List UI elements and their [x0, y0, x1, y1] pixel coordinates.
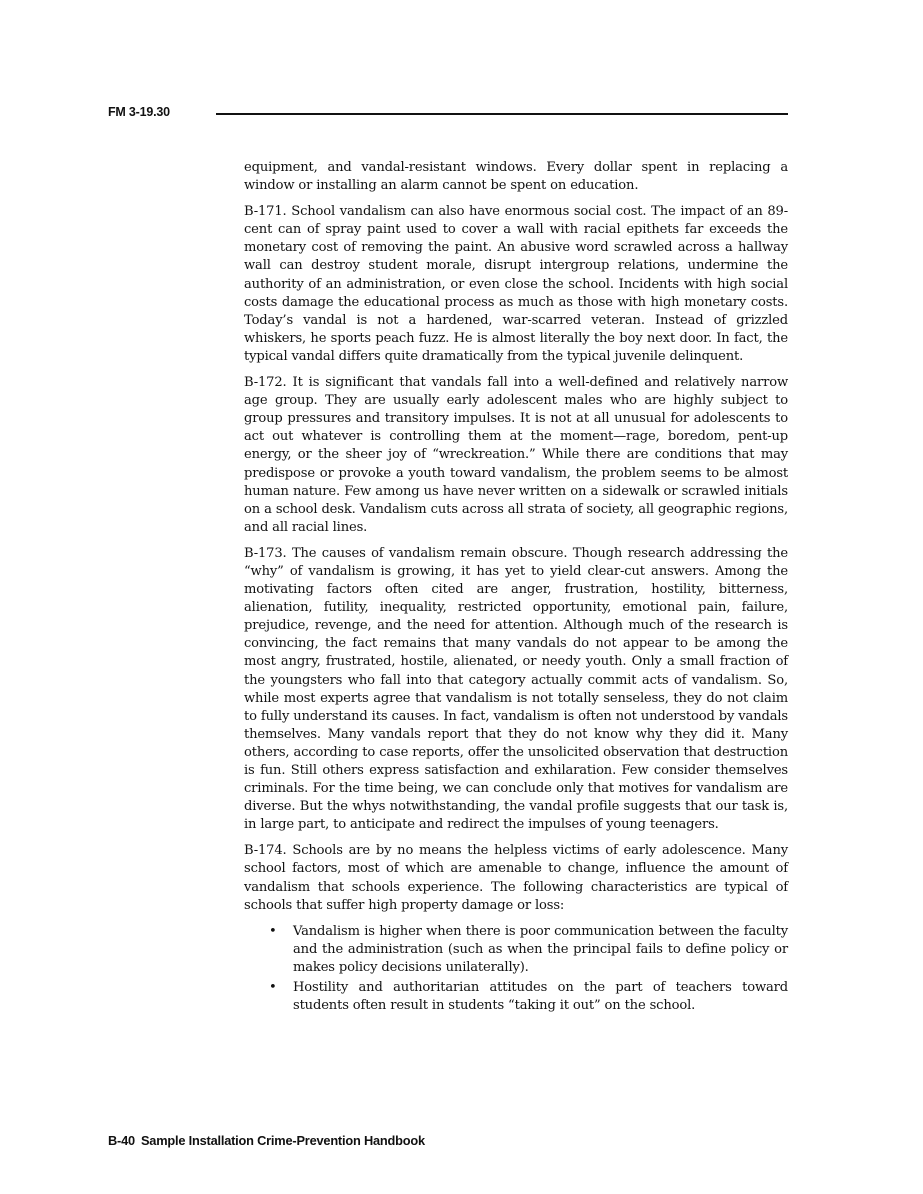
header-rule: [216, 113, 788, 115]
list-item: [269, 979, 788, 1015]
paragraph-b-173: B-173. The causes of vandalism remain obscure. Though research addressing the “why” of vandalism is growing, it has yet to yield clear-cut answers. Among the motivating factors often cited are anger, frustration, hostility, bitterness, alienation, futility, inequality, restricted opportunity, emotional pain, failure, prejudice, revenge, and the need for attention. Although much of the research is convincing, the fact remains that many vandals do not appear to be among the most angry, frustrated, hostile, alienated, or needy youth. Only a small fraction of the youngsters who fall into that category actually commit acts of vandalism. So, while most experts agree that vandalism is not totally senseless, they do not claim to fully understand its causes. In fact, vandalism is often not understood by vandals themselves. Many vandals report that they do not know why they did it. Many others, according to case reports, offer the unsolicited observation that destruction is fun. Still others express satisfaction and exhilaration. Few consider themselves criminals. For the time being, we can conclude only that motives for vandalism are diverse. But the whys notwithstanding, the vandal profile suggests that our task is, in large part, to anticipate and redirect the impulses of young teenagers.: [244, 545, 788, 833]
paragraph-continuation: equipment, and vandal-resistant windows. Every dollar spent in replacing a window or installing an alarm cannot be spent on education.: [244, 160, 788, 194]
list-item: [269, 923, 788, 977]
paragraph-b-172: B-172. It is significant that vandals fall into a well-defined and relatively narrow age group. They are usually early adolescent males who are highly subject to group pressures and transitory impulses. It is not at all unusual for adolescents to act out whatever is controlling them at the moment—rage, boredom, pent-up energy, or the sheer joy of “wreckreation.” While there are conditions that may predispose or provoke a youth toward vandalism, the problem seems to be almost human nature. Few among us have never written on a sidewalk or scrawled initials on a school desk. Vandalism cuts across all strata of society, all geographic regions, and all racial lines.: [244, 375, 788, 535]
list-item-text: Vandalism is higher when there is poor communication between the faculty and the administration (such as when the principal fails to define policy or makes policy decisions unilaterally).: [293, 923, 788, 975]
bullet-icon: •: [269, 923, 277, 939]
characteristics-list: [244, 923, 788, 1015]
paragraph-b-174: B-174. Schools are by no means the helpless victims of early adolescence. Many school factors, most of which are amenable to change, influence the amount of vandalism that schools experience. The following characteristics are typical of schools that suffer high property damage or loss:: [244, 843, 788, 913]
page-footer: [108, 1133, 425, 1148]
main-text: [244, 159, 788, 1017]
list-item-text: Hostility and authoritarian attitudes on the part of teachers toward students often result in students “taking it out” on the school.: [293, 980, 788, 1014]
footer-page-number: B-40: [108, 1133, 135, 1148]
running-header-doc-id: FM 3-19.30: [108, 105, 170, 119]
bullet-icon: •: [269, 980, 277, 996]
paragraph-b-171: B-171. School vandalism can also have enormous social cost. The impact of an 89-cent can of spray paint used to cover a wall with racial epithets far exceeds the monetary cost of removing the paint. An abusive word scrawled across a hallway wall can destroy student morale, disrupt intergroup relations, undermine the authority of an administration, or even close the school. Incidents with high social costs damage the educational process as much as those with high monetary costs. Today’s vandal is not a hardened, war-scarred veteran. Instead of grizzled whiskers, he sports peach fuzz. He is almost literally the boy next door. In fact, the typical vandal differs quite dramatically from the typical juvenile delinquent.: [244, 204, 788, 364]
footer-title: Sample Installation Crime-Prevention Handbook: [140, 1133, 425, 1148]
